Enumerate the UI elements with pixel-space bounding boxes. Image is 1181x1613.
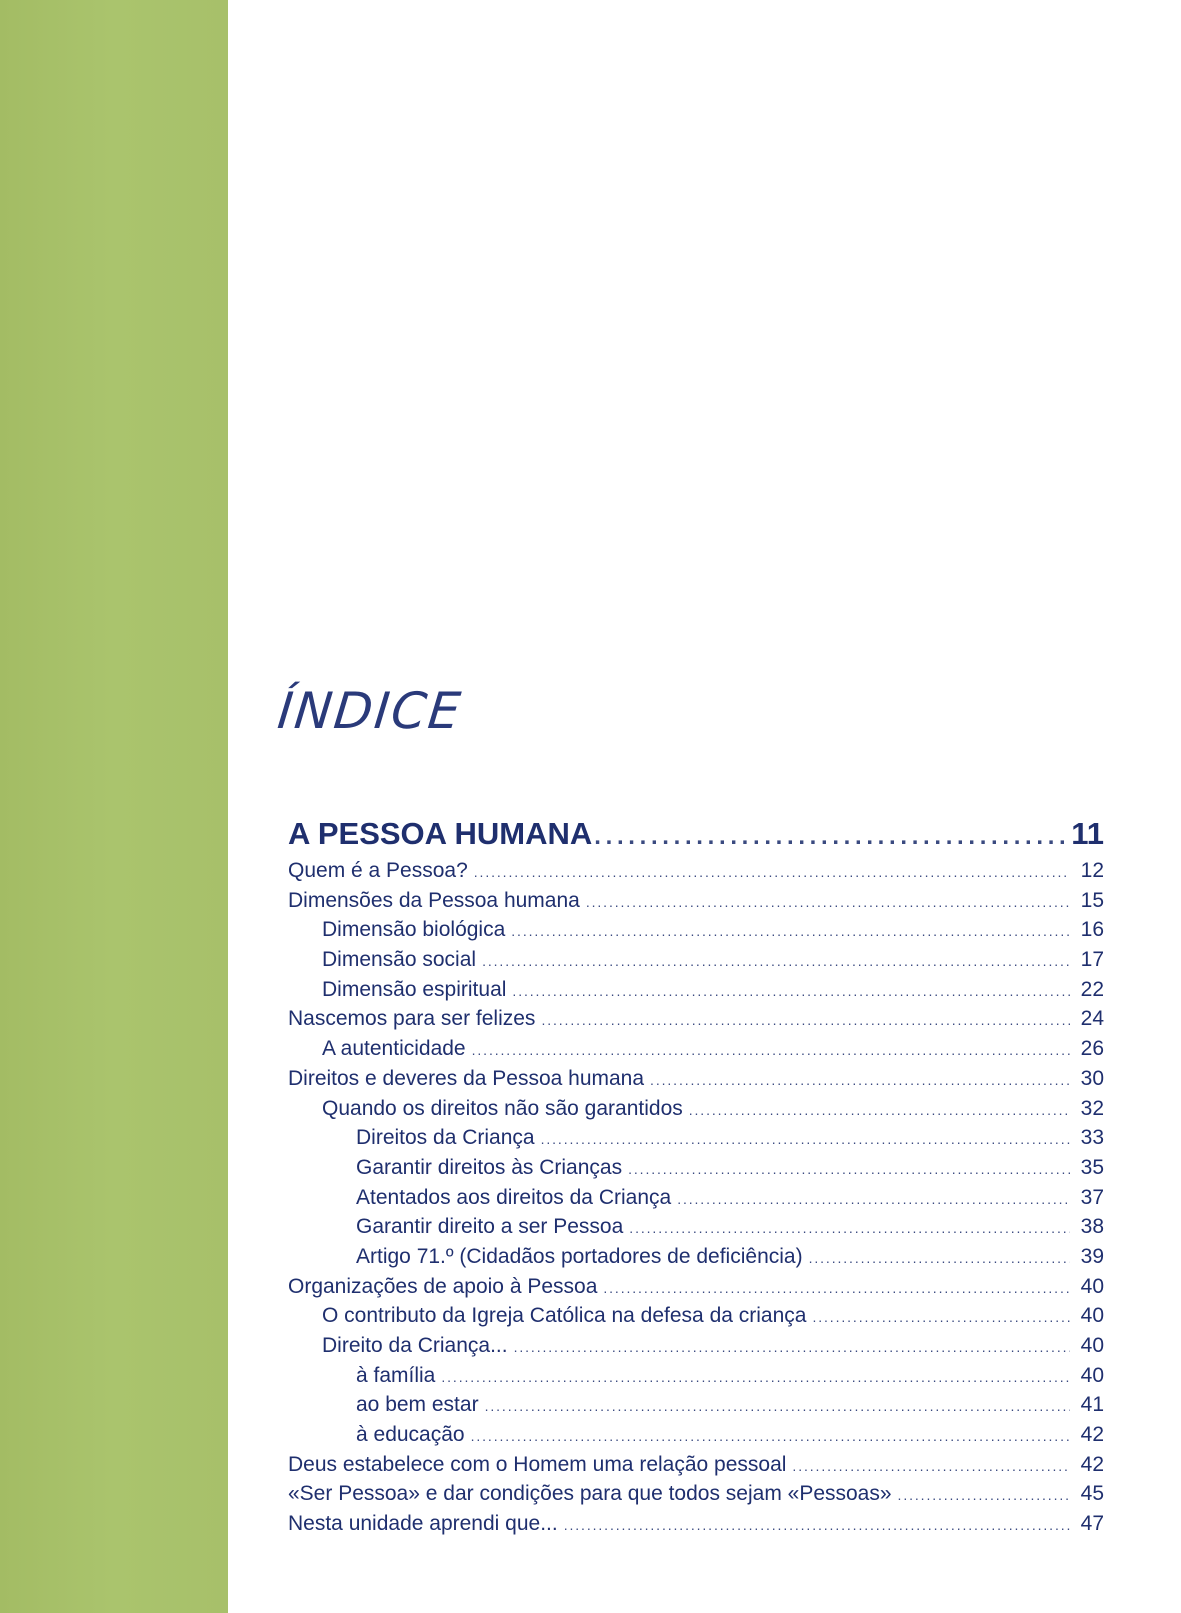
toc-entry[interactable] xyxy=(288,975,1104,1005)
toc-entry[interactable] xyxy=(288,1212,1104,1242)
toc-entry-label: Nesta unidade aprendi que... xyxy=(288,1512,558,1536)
toc-page-number: 37 xyxy=(1080,1185,1104,1209)
dot-leader xyxy=(541,1125,1070,1155)
toc-entry[interactable] xyxy=(288,886,1104,916)
toc-entry-label: à família xyxy=(356,1363,436,1387)
toc-entry-label: Quem é a Pessoa? xyxy=(288,859,468,882)
toc-entry-label: Deus estabelece com o Homem uma relação pessoal xyxy=(288,1452,787,1476)
toc-page-number: 39 xyxy=(1080,1244,1104,1268)
dot-leader xyxy=(792,1452,1070,1482)
toc-entry[interactable] xyxy=(288,1183,1104,1213)
toc-entry-label: Quando os direitos não são garantidos xyxy=(322,1096,683,1120)
dot-leader xyxy=(629,1214,1070,1244)
toc-entry[interactable] xyxy=(288,1094,1104,1124)
dot-leader xyxy=(512,977,1070,1007)
dot-leader xyxy=(594,815,1069,859)
toc-entry-label: A PESSOA HUMANA xyxy=(288,816,593,851)
toc-entry[interactable] xyxy=(288,1420,1104,1450)
toc-entry[interactable] xyxy=(288,915,1104,945)
toc-entry[interactable] xyxy=(288,1450,1104,1480)
dot-leader xyxy=(485,1392,1070,1422)
toc-entry-label: Dimensão espiritual xyxy=(322,977,507,1001)
toc-entry-label: Dimensões da Pessoa humana xyxy=(288,888,580,912)
toc-entry-label: Garantir direitos às Crianças xyxy=(356,1155,623,1179)
dot-leader xyxy=(541,1006,1070,1036)
toc-entry[interactable] xyxy=(288,1064,1104,1094)
table-of-contents xyxy=(288,812,1104,1539)
dot-leader xyxy=(511,917,1070,947)
toc-entry[interactable] xyxy=(288,856,1104,886)
dot-leader xyxy=(689,1096,1070,1126)
toc-entry-label: O contributo da Igreja Católica na defesa da criança xyxy=(322,1304,807,1328)
toc-entry-label: Artigo 71.º (Cidadãos portadores de deficiência) xyxy=(356,1244,803,1268)
toc-entry-label: Garantir direito a ser Pessoa xyxy=(356,1215,624,1239)
toc-entry[interactable] xyxy=(288,1331,1104,1361)
dot-leader xyxy=(471,1422,1070,1452)
toc-page-number: 41 xyxy=(1080,1393,1104,1417)
toc-entry-label: Direitos da Criança xyxy=(356,1126,535,1150)
toc-entry[interactable] xyxy=(288,1123,1104,1153)
green-side-band xyxy=(0,0,228,1613)
dot-leader xyxy=(441,1363,1070,1393)
toc-page-number: 35 xyxy=(1080,1155,1104,1179)
toc-page-number: 15 xyxy=(1080,888,1104,912)
toc-page-number: 42 xyxy=(1080,1423,1104,1447)
toc-entry[interactable] xyxy=(288,1034,1104,1064)
dot-leader xyxy=(474,858,1070,888)
toc-entry-label: Organizações de apoio à Pessoa xyxy=(288,1274,598,1298)
toc-entry[interactable] xyxy=(288,1272,1104,1302)
dot-leader xyxy=(603,1274,1070,1304)
dot-leader xyxy=(677,1185,1070,1215)
toc-page-number: 26 xyxy=(1080,1037,1104,1061)
dot-leader xyxy=(564,1511,1070,1541)
toc-entry-label: ao bem estar xyxy=(356,1393,479,1417)
toc-page-number: 24 xyxy=(1080,1007,1104,1031)
dot-leader xyxy=(812,1303,1070,1333)
dot-leader xyxy=(482,947,1070,977)
toc-entry[interactable] xyxy=(288,1153,1104,1183)
toc-page-number: 11 xyxy=(1071,816,1104,851)
dot-leader xyxy=(472,1036,1070,1066)
toc-entry[interactable] xyxy=(288,945,1104,975)
toc-entry[interactable] xyxy=(288,1361,1104,1391)
toc-page-number: 17 xyxy=(1080,948,1104,972)
toc-entry[interactable] xyxy=(288,1390,1104,1420)
toc-page-number: 33 xyxy=(1080,1126,1104,1150)
toc-page-number: 40 xyxy=(1080,1334,1104,1357)
dot-leader xyxy=(514,1333,1070,1363)
toc-entry[interactable] xyxy=(288,1242,1104,1272)
dot-leader xyxy=(809,1244,1070,1274)
toc-page-number: 12 xyxy=(1080,859,1104,882)
toc-page-number: 22 xyxy=(1080,977,1104,1001)
toc-entry-label: Direitos e deveres da Pessoa humana xyxy=(288,1066,645,1090)
toc-page-number: 47 xyxy=(1080,1512,1104,1536)
toc-entry[interactable] xyxy=(288,1301,1104,1331)
dot-leader xyxy=(650,1066,1070,1096)
toc-entry-label: A autenticidade xyxy=(322,1037,466,1061)
dot-leader xyxy=(628,1155,1070,1185)
toc-page-number: 32 xyxy=(1080,1096,1104,1120)
toc-entry-label: Dimensão biológica xyxy=(322,918,506,942)
toc-entry[interactable] xyxy=(288,1479,1104,1509)
toc-page-number: 42 xyxy=(1080,1452,1104,1476)
toc-page-number: 40 xyxy=(1080,1274,1104,1298)
dot-leader xyxy=(586,888,1070,918)
toc-section-heading[interactable] xyxy=(288,812,1104,856)
toc-page-number: 40 xyxy=(1080,1304,1104,1328)
toc-page-number: 45 xyxy=(1080,1482,1104,1506)
toc-entry-label: Dimensão social xyxy=(322,948,477,972)
page-title: ÍNDICE xyxy=(274,682,465,740)
toc-page-number: 38 xyxy=(1080,1215,1104,1239)
toc-page-number: 16 xyxy=(1080,918,1104,942)
dot-leader xyxy=(898,1481,1070,1511)
toc-entry-label: à educação xyxy=(356,1423,465,1447)
toc-entry[interactable] xyxy=(288,1004,1104,1034)
toc-page-number: 30 xyxy=(1080,1066,1104,1090)
toc-entry-label: Nascemos para ser felizes xyxy=(288,1007,536,1031)
toc-entry-label: Atentados aos direitos da Criança xyxy=(356,1185,672,1209)
toc-entry-label: Direito da Criança... xyxy=(322,1334,508,1357)
toc-entry-label: «Ser Pessoa» e dar condições para que todos sejam «Pessoas» xyxy=(288,1482,892,1506)
toc-entry[interactable] xyxy=(288,1509,1104,1539)
toc-page-number: 40 xyxy=(1080,1363,1104,1387)
